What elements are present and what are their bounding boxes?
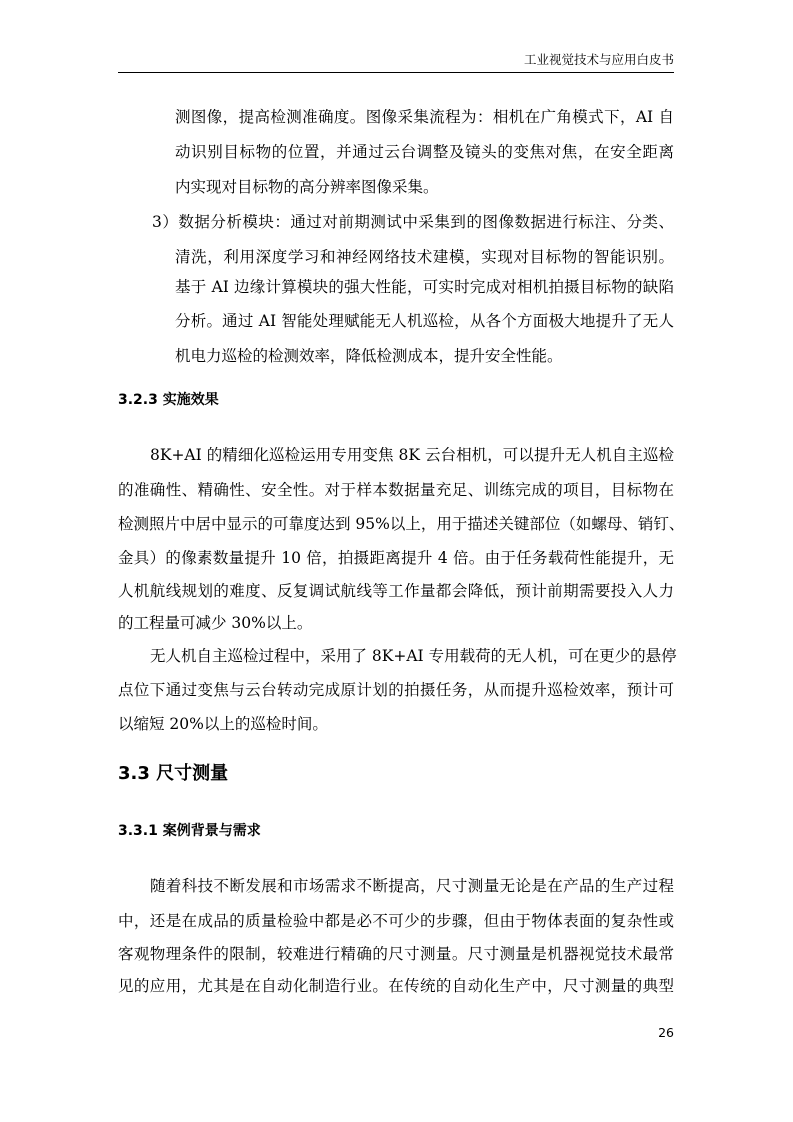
page-number: 26: [658, 1025, 674, 1040]
list-item-3-line: 3）数据分析模块：通过对前期测试中采集到的图像数据进行标注、分类、: [152, 213, 674, 231]
text-line: 清洗，利用深度学习和神经网络技术建模，实现对目标物的智能识别。: [175, 248, 674, 266]
paragraph-line: 点位下通过变焦与云台转动完成原计划的拍摄任务，从而提升巡检效率，预计可: [118, 681, 674, 699]
paragraph-line: 随着科技不断发展和市场需求不断提高，尺寸测量无论是在产品的生产过程: [150, 877, 674, 895]
paragraph-line: 中，还是在成品的质量检验中都是必不可少的步骤，但由于物体表面的复杂性或: [118, 912, 674, 930]
paragraph-line: 的工程量可减少 30%以上。: [118, 614, 313, 632]
text-line: 测图像，提高检测准确度。图像采集流程为：相机在广角模式下，AI 自: [175, 108, 674, 126]
header-rule: [118, 72, 674, 73]
paragraph-line: 的准确性、精确性、安全性。对于样本数据量充足、训练完成的项目，目标物在: [118, 481, 674, 499]
paragraph-line: 人机航线规划的难度、反复调试航线等工作量都会降低，预计前期需要投入人力: [118, 582, 674, 600]
paragraph-line: 无人机自主巡检过程中，采用了 8K+AI 专用载荷的无人机，可在更少的悬停: [150, 647, 677, 665]
running-header: 工业视觉技术与应用白皮书: [523, 52, 674, 67]
section-heading-3-3-1: 3.3.1 案例背景与需求: [118, 823, 261, 839]
text-line: 基于 AI 边缘计算模块的强大性能，可实时完成对相机拍摄目标物的缺陷: [175, 278, 674, 296]
section-heading-3-3: 3.3 尺寸测量: [118, 763, 229, 784]
section-heading-3-2-3: 3.2.3 实施效果: [118, 392, 219, 408]
paragraph-line: 检测照片中居中显示的可靠度达到 95%以上，用于描述关键部位（如螺母、销钉、: [118, 515, 685, 533]
paragraph-line: 见的应用，尤其是在自动化制造行业。在传统的自动化生产中，尺寸测量的典型: [118, 977, 674, 995]
paragraph-line: 金具）的像素数量提升 10 倍，拍摄距离提升 4 倍。由于任务载荷性能提升，无: [118, 549, 674, 567]
text-line: 动识别目标物的位置，并通过云台调整及镜头的变焦对焦，在安全距离: [175, 143, 674, 161]
paragraph-line: 以缩短 20%以上的巡检时间。: [118, 715, 328, 733]
paragraph-line: 8K+AI 的精细化巡检运用专用变焦 8K 云台相机，可以提升无人机自主巡检: [150, 446, 674, 464]
text-line: 机电力巡检的检测效率，降低检测成本，提升安全性能。: [175, 347, 563, 365]
text-line: 分析。通过 AI 智能处理赋能无人机巡检，从各个方面极大地提升了无人: [175, 312, 674, 330]
paragraph-line: 客观物理条件的限制，较难进行精确的尺寸测量。尺寸测量是机器视觉技术最常: [118, 945, 674, 963]
text-line: 内实现对目标物的高分辨率图像采集。: [175, 178, 439, 196]
